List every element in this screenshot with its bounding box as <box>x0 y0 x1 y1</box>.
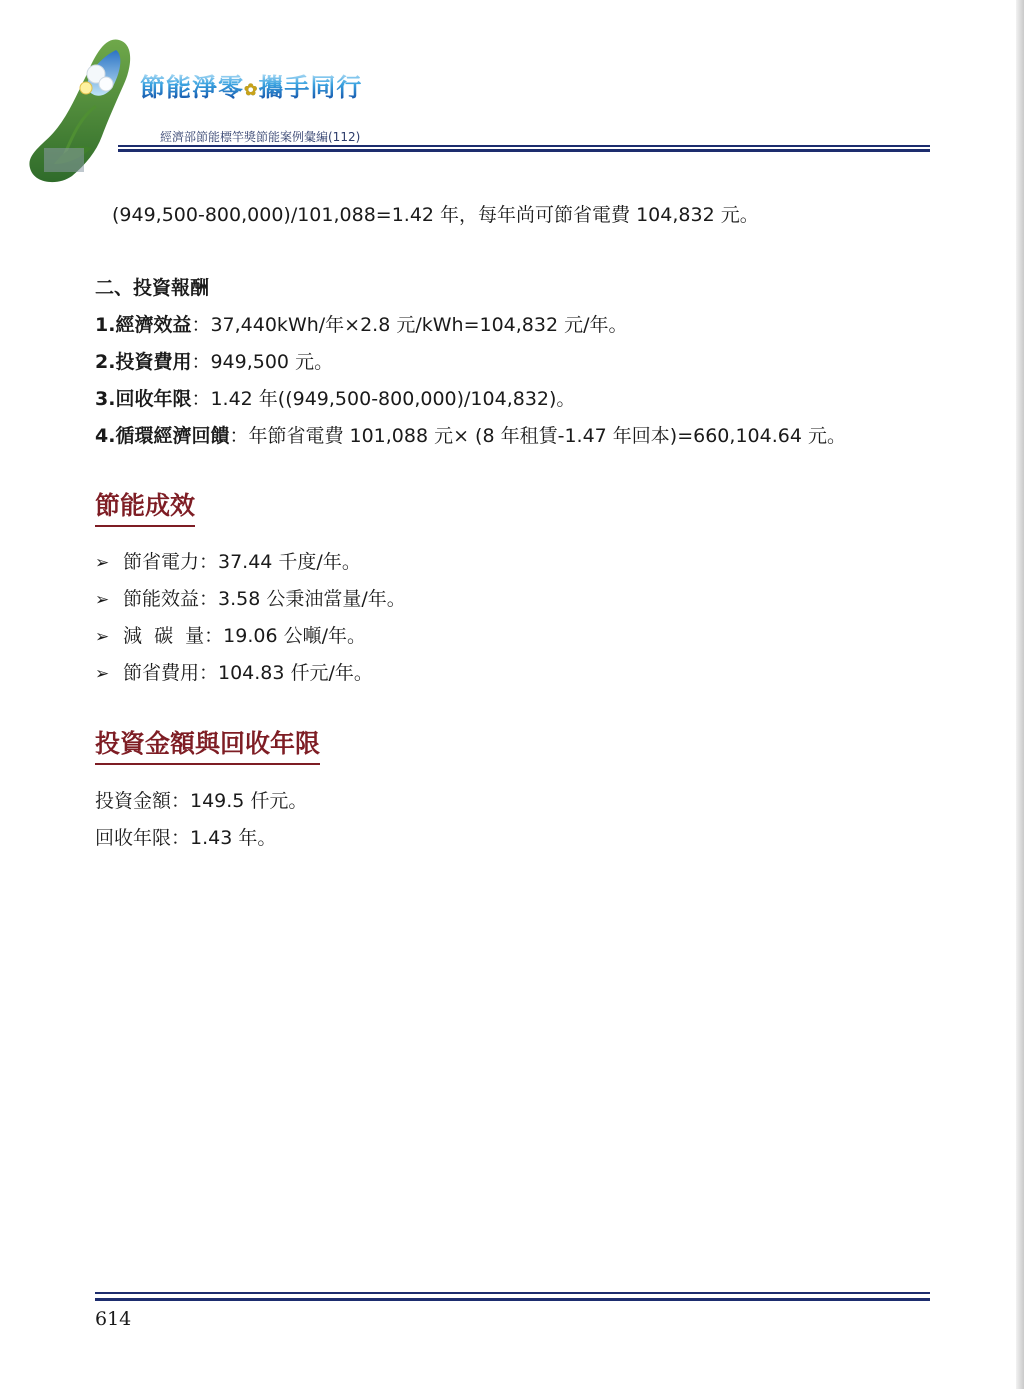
arrow-bullet-icon: ➢ <box>95 590 110 610</box>
intro-line: (949,500-800,000)/101,088=1.42 年，每年尚可節省電費 104,832 元。 <box>112 204 759 226</box>
section-title: 二、投資報酬 <box>95 277 210 299</box>
page-number: 614 <box>95 1308 132 1330</box>
arrow-bullet-icon: ➢ <box>95 664 110 684</box>
arrow-bullet-icon: ➢ <box>95 553 110 573</box>
investment-heading: 投資金額與回收年限 <box>95 729 320 765</box>
list-item: ➢ 減 碳 量：19.06 公噸/年。 <box>95 625 366 647</box>
list-item: 4.循環經濟回饋：年節省電費 101,088 元× (8 年租賃-1.47 年回本)=660,104.64 元。 <box>95 425 846 447</box>
page-edge-shadow <box>1016 0 1024 1389</box>
list-item: 2.投資費用：949,500 元。 <box>95 351 334 373</box>
taiwan-dandelion-logo <box>24 36 144 186</box>
list-item: ➢ 節省電力：37.44 千度/年。 <box>95 551 361 573</box>
footer-rule <box>95 1292 930 1301</box>
list-item: 1.經濟效益：37,440kWh/年×2.8 元/kWh=104,832 元/年。 <box>95 314 628 336</box>
payback-period: 回收年限：1.43 年。 <box>95 827 277 849</box>
flower-separator-icon: ✿ <box>244 80 259 99</box>
investment-amount: 投資金額：149.5 仟元。 <box>95 790 308 812</box>
list-item: 3.回收年限：1.42 年((949,500-800,000)/104,832)。 <box>95 388 576 410</box>
savings-heading: 節能成效 <box>95 491 195 527</box>
list-item: ➢ 節省費用：104.83 仟元/年。 <box>95 662 373 684</box>
list-item: ➢ 節能效益：3.58 公秉油當量/年。 <box>95 588 406 610</box>
header-subtitle: 經濟部節能標竿獎節能案例彙編(112) <box>160 130 361 144</box>
header-rule <box>118 145 930 152</box>
arrow-bullet-icon: ➢ <box>95 627 110 647</box>
logo-title: 節能淨零✿攜手同行 <box>140 68 362 104</box>
